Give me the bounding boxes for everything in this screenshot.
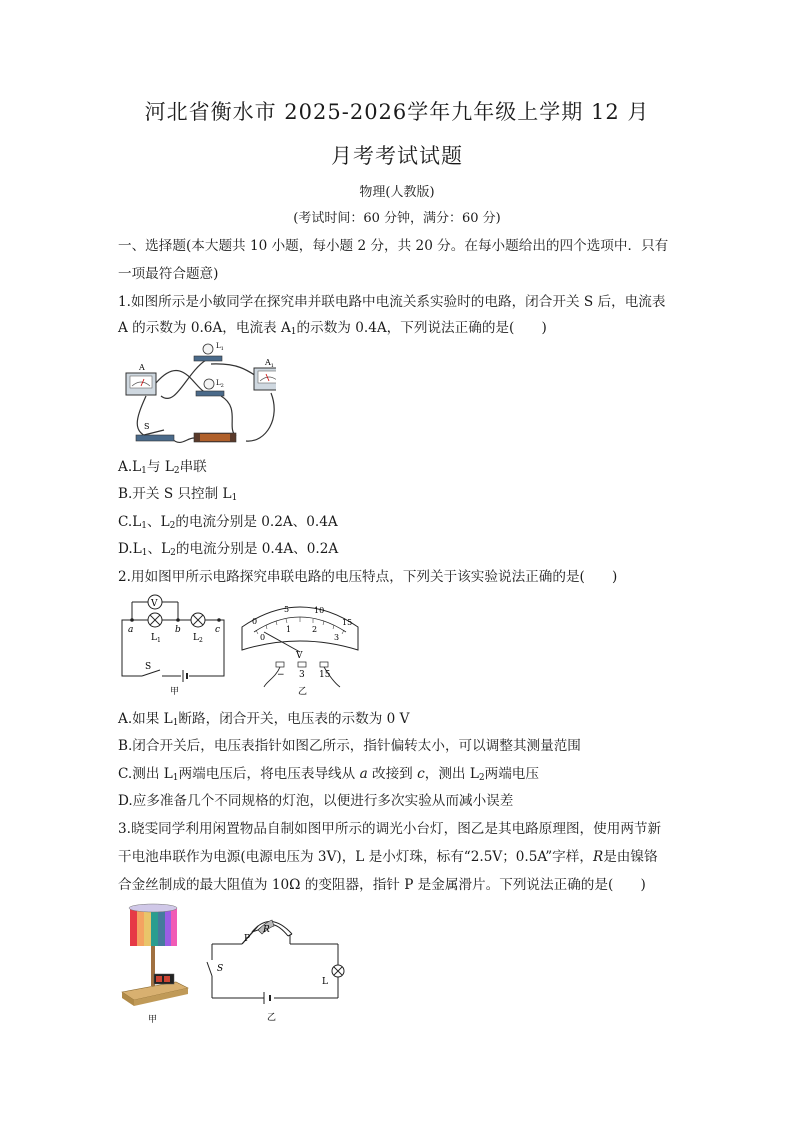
tick-top-5: 5 (284, 605, 290, 614)
q1-stem-line2 (118, 316, 547, 337)
label-L: L (322, 977, 328, 987)
label-P: P (244, 934, 251, 944)
terminal-15: 15 (319, 670, 331, 680)
q3-stem-line3: 合金丝制成的最大阻值为 10Ω 的变阻器，指针 P 是金属滑片。下列说法正确的是( ) (118, 877, 646, 893)
q2-option-d: D.应多准备几个不同规格的灯泡，以便进行多次实验从而减小误差 (118, 793, 514, 809)
switch-S (136, 435, 174, 441)
caption-jia: 甲 (148, 1015, 158, 1025)
q2-option-c: C.测出 $L_1$两端电压后，将电压表导线从 a 改接到 c，测出 $L_2$两端电压 (118, 766, 539, 783)
label-L2: $L_2$ (193, 633, 203, 644)
label-L1: $L_1$ (151, 633, 161, 644)
exam-title-line2: 月考考试试题 (331, 144, 463, 168)
q1-stem-line2-a: A 的示数为 0.6A，电流表 A (118, 320, 291, 336)
lampshade (129, 904, 177, 912)
bulb-L2 (204, 379, 214, 389)
terminal-3: 3 (299, 670, 305, 680)
q1-option-b: B.开关 S 只控制 $L_1$ (118, 486, 238, 503)
tick-bottom-1: 1 (286, 625, 292, 634)
q2-circuit-jia (118, 590, 233, 700)
exam-time-info: (考试时间：60 分钟，满分：60 分) (293, 211, 501, 226)
q3-lamp-photo-jia (118, 900, 190, 1030)
q1-option-c: $C.L_1$、$L_2$的电流分别是 0.2A、0.4A (118, 514, 338, 531)
tick-bottom-3: 3 (334, 633, 340, 642)
q1-circuit-figure (116, 338, 276, 453)
label-S: S (217, 964, 224, 974)
q2-option-b: B.闭合开关后，电压表指针如图乙所示，指针偏转太小，可以调整其测量范围 (118, 738, 581, 754)
q3-stem-line1: 3.晓雯同学利用闲置物品自制如图甲所示的调光小台灯，图乙是其电路原理图，使用两节新 (118, 821, 662, 837)
q3-circuit-yi (200, 904, 352, 1024)
subscript-1: 1 (290, 327, 297, 337)
q1-option-d: $D.L_1$、$L_2$的电流分别是 0.4A、0.2A (118, 541, 339, 558)
caption-yi: 乙 (298, 687, 308, 697)
label-S: S (145, 662, 152, 672)
q1-stem-line2-b: 的示数为 0.4A，下列说法正确的是( ) (296, 320, 547, 336)
section-heading-line2: 一项最符合题意) (118, 266, 219, 282)
label-L1: $L_1$ (216, 342, 224, 352)
label-A: A (139, 363, 145, 372)
caption-jia: 甲 (170, 687, 180, 697)
q2-voltmeter-yi (236, 592, 364, 702)
bulb-L1 (203, 344, 213, 354)
tick-top-0: 0 (252, 617, 258, 626)
section-heading-line1: 一、选择题(本大题共 10 小题，每小题 2 分，共 20 分。在每小题给出的四个选项中．只有 (118, 238, 669, 254)
q1-stem-line1: 1.如图所示是小敏同学在探究串并联电路中电流关系实验时的电路，闭合开关 S 后，电流表 (118, 294, 666, 310)
label-A1: $A_1$ (265, 358, 274, 369)
point-b: b (175, 625, 181, 635)
q1-option-a: $A.L_1$与 $L_2$串联 (118, 459, 207, 476)
tick-bottom-2: 2 (312, 625, 318, 634)
q2-option-a: A.如果 $L_1$断路，闭合开关，电压表的示数为 0 V (118, 711, 410, 728)
terminal-minus: − (277, 670, 285, 680)
q2-stem: 2.用如图甲所示电路探究串联电路的电压特点，下列关于该实验说法正确的是( ) (118, 569, 618, 585)
point-c: c (215, 625, 221, 635)
tick-bottom-0: 0 (260, 633, 266, 642)
tick-top-15: 15 (342, 618, 353, 627)
caption-yi: 乙 (267, 1013, 277, 1023)
label-V: V (151, 599, 158, 609)
q3-stem-line2: 干电池串联作为电源(电源电压为 3V)，L 是小灯珠，标有“2.5V；0.5A”字样，R是由镍铬 (118, 849, 658, 865)
label-R: R (263, 925, 270, 935)
point-a: a (128, 625, 134, 635)
exam-title-line1: 河北省衡水市 2025-2026学年九年级上学期 12 月 (144, 100, 650, 124)
label-L2: $L_2$ (216, 379, 224, 389)
label-S: S (144, 422, 150, 431)
label-V: V (296, 651, 303, 661)
tick-top-10: 10 (314, 606, 325, 615)
exam-subject: 物理(人教版) (359, 185, 435, 200)
